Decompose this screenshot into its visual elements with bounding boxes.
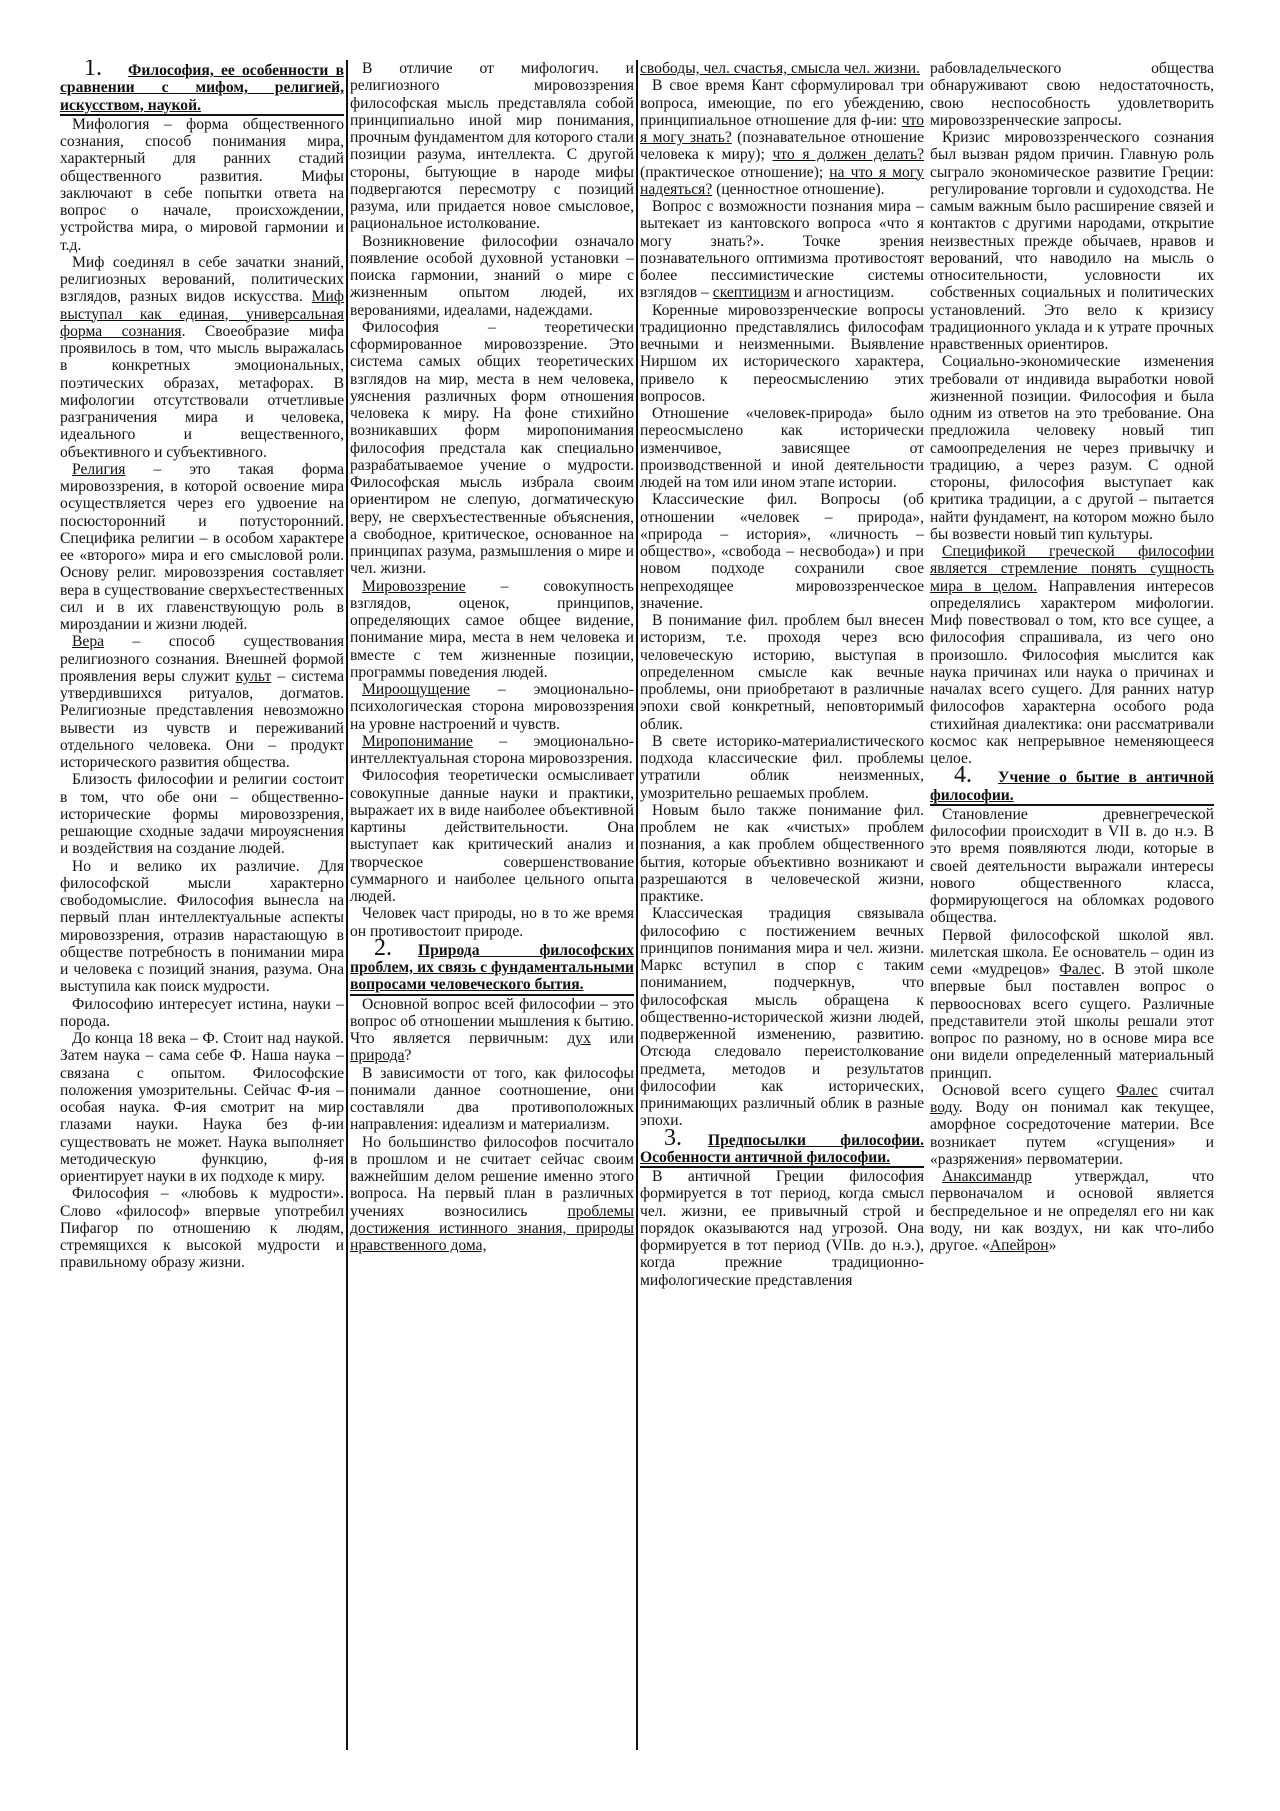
paragraph: Мифология – форма общественного сознания, способ понимания мира, характерный для ранних стадий общественного развития. Мифы заключают в себе попытки ответа на вопрос о начале, происхождении, устройства мира, о мировой гармонии и т.д.: [60, 115, 344, 254]
term-nature: природа: [350, 1047, 405, 1065]
text: (познавательное отношение человека к миру);: [640, 129, 924, 164]
paragraph: Отношение «человек-природа» было переосмыслено как исторически изменчивое, зависящее от производственной и иной деятельности людей на том или ином этапе истории.: [640, 405, 924, 491]
text: – система утвердившихся ритуалов, догматов. Религиозные представления невозможно вывести из чувств и переживаний отдельного человека. Они – продукт исторического развития общества.: [60, 667, 344, 771]
section-number: 1.: [84, 60, 102, 81]
term-spirit: дух: [567, 1030, 591, 1047]
paragraph: Становление древнегреческой философии происходит в VII в. до н.э. В это время появляются люди, которые в своей деятельности выражали интересы нового общественного класса, формирующегося на обломках родового общества.: [930, 805, 1214, 927]
column-divider: [636, 60, 638, 1750]
paragraph: В свете историко-материалистического подхода классические фил. проблемы утратили облик неизменных, умозрительно решаемых проблем.: [640, 732, 924, 802]
underlined-text: свободы, чел. счастья, смысла чел. жизни.: [640, 60, 920, 77]
paragraph: Философию интересует истина, науки – порода.: [60, 995, 344, 1030]
text: – совокупность взглядов, оценок, принципов, определяющих самое общее видение, понимание мира, места в нем человека и вместе с тем жизненные позиции, программы поведения людей.: [350, 577, 634, 681]
paragraph: Возникновение философии означало появление особой духовной установки – поиска гармонии, знаний о мире с жизненным опытом людей, их верованиями, идеалами, надеждами.: [350, 232, 634, 319]
text: (практическое отношение);: [640, 163, 830, 181]
paragraph: [930, 1082, 1214, 1168]
term-faith: Вера: [72, 633, 105, 651]
text: – способ существования религиозного сознания. Внешней формой проявления веры служит: [60, 633, 344, 685]
term-anaximander: Анаксимандр: [942, 1168, 1032, 1185]
text: . В этой школе впервые был поставлен вопрос о первоосновах всего сущего. Различные представители этой школы решали этот вопрос по разному, но в основе мира все они видели определенный материальный принцип.: [930, 961, 1214, 1082]
text: и агностицизм.: [789, 284, 895, 302]
paragraph: Философия теоретически осмысливает совокупные данные науки и практики, выражает их в виде наиболее объективной картины действительности. Она выступает как критический анализ и творческое совершенствование суммарного и наиболее цельного опыта людей.: [350, 767, 634, 905]
term-apeiron: Апейрон: [989, 1237, 1049, 1254]
text: ?: [404, 1047, 412, 1065]
text: Но большинство философов посчитало в прошлом и не считает сейчас своим важнейшим делом решение именно этого вопроса. На первый план в различных учениях возносились: [350, 1133, 634, 1220]
column-divider: [346, 60, 348, 1750]
section-heading-3: [640, 1124, 924, 1169]
term-world-understanding: Миропонимание: [362, 732, 473, 750]
section-title: Учение о бытие в античной философии.: [930, 769, 1214, 804]
section-number: 3.: [664, 1124, 682, 1151]
paragraph: [60, 461, 344, 634]
paragraph: Классическая традиция связывала философию с постижением вечных принципов понимания мира и чел. жизни. Маркс вступил в спор с таким пониманием, подчеркнув, что философская мысль обращена к общественно-исторической жизни людей, подверженной изменению, развитию. Отсюда следовало переистолкование предмета, методов и результатов философии как исторических, принимающих различный облик в разные эпохи.: [640, 905, 924, 1130]
paragraph: В отличие от мифологич. и религиозного мировоззрения философская мысль представляла собой принципиально иной мир понимания, прочным фундаментом для которого стали позиции разума, интеллекта. С другой стороны, бытующие в народе мифы подвергаются пересмотру с позиций разума, или придается новое смысловое, рациональное истолкование.: [350, 60, 634, 233]
text: Вопрос с возможности познания мира – вытекает из кантовского вопроса «что я могу знать?». Точке зрения познавательного оптимизма противостоят более пессимистические системы взглядов –: [640, 198, 924, 302]
term-religion: Религия: [72, 460, 126, 478]
paragraph: [350, 996, 634, 1065]
paragraph: Кризис мировоззренческого сознания был вызван рядом причин. Главную роль сыграло экономическое развитие Греции: регулирование торговли и судоходства. Не самым важным было расширение связей и контактов с другими народами, открытие неизвестных прежде обычаев, нравов и верований, что наводило на мысль о относительности, условности их собственных социальных и политических установлений. Это вело к кризису традиционного уклада и к утрате прочных нравственных ориентиров.: [930, 129, 1214, 353]
paragraph: Коренные мировоззренческие вопросы традиционно представлялись философам вечными и неизменными. Выявление Ниршом их исторического характера, привело к переосмыслению этих вопросов.: [640, 301, 924, 405]
text: Направления интересов определялись характером мифологии. Миф повествовал о том, кто все сущее, а философия спрашивала, из чего оно произошло. Философия мыслится как наука причинах или наука о причинах и началах всего сущего. Для ранних натур философов характерна особого рода стихийная диалектика: они рассматривали космос как непрерывное неменяющееся целое.: [930, 577, 1214, 767]
term-world-feeling: Мироощущение: [362, 681, 470, 698]
paragraph: [350, 681, 634, 733]
text: или: [590, 1030, 634, 1047]
paragraph: [930, 1168, 1214, 1254]
term-thales: Фалес: [1116, 1081, 1158, 1099]
text: – эмоционально-интеллектуальная сторона мировоззрения.: [350, 732, 634, 767]
column-4: [930, 60, 1214, 1750]
text: . Воду он понимал как текущее, аморфное сосредоточение материи. Все возникает путем «сгущения» и «разряжения» первоматерии.: [930, 1099, 1214, 1168]
section-title: Философия, ее особенности в сравнении с мифом, религией, искусством, наукой.: [60, 62, 344, 114]
paragraph: Социально-экономические изменения требовали от индивида выработки новой жизненной позиции. Философия и была одним из ответов на это требование. Она предложила человеку новый тип самоопределения не через привычку и традицию, а через разум. С одной стороны, философия выступает как критика традиции, а с другой – пытается найти фундамент, на котором можно было бы возвести новый тип культуры.: [930, 353, 1214, 543]
term-water: воду: [930, 1099, 959, 1116]
paragraph: [930, 927, 1214, 1082]
kant-question-3: на что я могу надеяться?: [640, 163, 924, 198]
paragraph: [640, 60, 924, 77]
paragraph: [350, 1134, 634, 1255]
section-heading-1: [60, 60, 344, 116]
paragraph: рабовладельческого общества обнаруживают свою недостаточность, свою неспособность удовлетворить мировоззренческие запросы.: [930, 60, 1214, 129]
column-3: [640, 60, 924, 1750]
column-2: [350, 60, 634, 1750]
paragraph: До конца 18 века – Ф. Стоит над наукой. Затем наука – сама себе Ф. Наша наука – связана с опытом. Философские положения умозрительны. Сейчас Ф-ия – особая наука. Ф-ия смотрит на мир глазами науки. Наука без ф-ии существовать не может. Наука выполняет методическую функцию, ф-ия ориентирует науки в их подходе к миру.: [60, 1030, 344, 1185]
text: Основой всего сущего: [942, 1081, 1117, 1099]
paragraph: [60, 633, 344, 771]
paragraph: [930, 543, 1214, 767]
paragraph: [640, 198, 924, 302]
section-heading-4: [930, 762, 1214, 806]
text: (ценностное отношение).: [712, 180, 885, 198]
column-1: [60, 60, 344, 1750]
document-page: [60, 60, 1220, 1750]
term-thales: Фалес: [1059, 961, 1101, 978]
paragraph: Философия – «любовь к мудрости». Слово «философ» впервые употребил Пифагор по отношению к людям, стремящихся к высокой мудрости и правильному образу жизни.: [60, 1185, 344, 1272]
paragraph: [60, 254, 344, 461]
paragraph: В античной Греции философия формируется в тот период, когда смысл чел. жизни, ее привычный строй и порядок оказываются над угрозой. Она формируется в тот период (VIIв. до н.э.), когда прежние традиционно-мифологические представления: [640, 1168, 924, 1289]
text: . Своеобразие мифа проявилось в том, что мысль выражалась в конкретных эмоциональных, поэтических образах, метафорах. В мифологии отсутствовали отчетливые разграничения мира и человека, идеального и вещественного, объективного и субъективного.: [60, 322, 344, 461]
paragraph: В зависимости от того, как философы понимали данное соотношение, они составляли два противоположных направления: идеализм и материализм.: [350, 1064, 634, 1134]
paragraph: Близость философии и религии состоит в том, что обе они – общественно-исторические формы мировоззрения, решающие сходные задачи мироуяснения и воздействия на создание людей.: [60, 771, 344, 858]
text: утверждал, что первоначалом и основой является беспредельное и не определял его ни как воду, ни как воздух, ни как что-либо другое. «: [930, 1168, 1214, 1254]
kant-question-2: что я должен делать?: [772, 146, 924, 164]
kant-question-1: что я могу знать?: [640, 111, 924, 146]
underlined-text: Спецификой греческой философии является стремление понять сущность мира в целом.: [930, 543, 1214, 595]
paragraph: Но и велико их различие. Для философской мысли характерно свободомыслие. Философия вынесла на первый план интеллектуальные аспекты мировоззрения, отразив нарастающую в обществе потребность в понимании мира и человека с позиций знания, разума. Она выступила как поиск мудрости.: [60, 857, 344, 996]
text: – это такая форма мировоззрения, в которой освоение мира осуществляется через его удвоение на посюсторонний и потусторонний. Специфика религии – в особом характере ее «второго» мира и его смысловой роли. Основу религ. мировоззрения составляет вера в существование сверхъестественных сил и в их главенствующую роль в мироздании и жизни людей.: [60, 460, 344, 633]
paragraph: [640, 77, 924, 198]
text: В свое время Кант сформулировал три вопроса, имеющие, по его убеждению, принципиальное отношение для ф-ии:: [640, 77, 924, 129]
text: считал: [1157, 1081, 1214, 1099]
text: Миф соединял в себе зачатки знаний, религиозных верований, политических взглядов, разных видов искусства.: [60, 253, 344, 306]
section-heading-2: [350, 934, 634, 996]
paragraph: [350, 578, 634, 682]
term-skepticism: скептицизм: [712, 284, 790, 302]
paragraph: [350, 733, 634, 768]
text: »: [1048, 1237, 1057, 1254]
term-worldview: Мировоззрение: [362, 577, 466, 595]
paragraph: Новым было также понимание фил. проблем не как «чистых» проблем познания, а как проблем общественного бытия, которые объективно возникают и разрешаются в человеческой жизни, практике.: [640, 801, 924, 905]
section-title: Природа философских проблем, их связь с фундаментальными вопросами человеческого бытия.: [350, 941, 634, 994]
paragraph: В понимание фил. проблем был внесен историзм, т.е. проходя через всю человеческую историю, выступая в определенном смысле как вечные проблемы, они приобретают в различные эпохи свой конкретный, неповторимый облик.: [640, 612, 924, 733]
underlined-text: проблемы достижения истинного знания, природы нравственного дома,: [350, 1202, 634, 1254]
section-number: 4.: [954, 762, 972, 789]
text: Первой философской школой явл. милетская школа. Ее основатель – один из семи «мудрецов»: [930, 926, 1214, 978]
underlined-text: Миф выступал как единая, универсальная форма сознания: [60, 288, 344, 340]
term-cult: культ: [235, 667, 272, 685]
paragraph: Человек част природы, но в то же время он противостоит природе.: [350, 905, 634, 940]
paragraph: Философия – теоретически сформированное мировоззрение. Это система самых общих теоретических взглядов на мир, места в нем человека, уяснения различных форм отношения человека к миру. На фоне стихийно возникавших форм миропонимания философия предстала как специально разрабатываемое учение о мудрости. Философская мысль избрала своим ориентиром не слепую, догматическую веру, не сверхъестественные объяснения, а свободное, критическое, основанное на принципах разума, размышления о мире и чел. жизни.: [350, 318, 634, 578]
section-number: 2.: [374, 934, 392, 961]
text: Основной вопрос всей философии – это вопрос об отношении мышления к бытию. Что является первичным:: [350, 995, 634, 1047]
text: – эмоционально-психологическая сторона мировоззрения на уровне настроений и чувств.: [350, 681, 634, 733]
section-title: Предпосылки философии. Особенности античной философии.: [640, 1131, 924, 1166]
paragraph: Классические фил. Вопросы (об отношении «человек – природа», «природа – история», «личность – общество», «свобода – несвобода») и при новом подходе сохранили свое непреходящее мировоззренческое значение.: [640, 491, 924, 612]
